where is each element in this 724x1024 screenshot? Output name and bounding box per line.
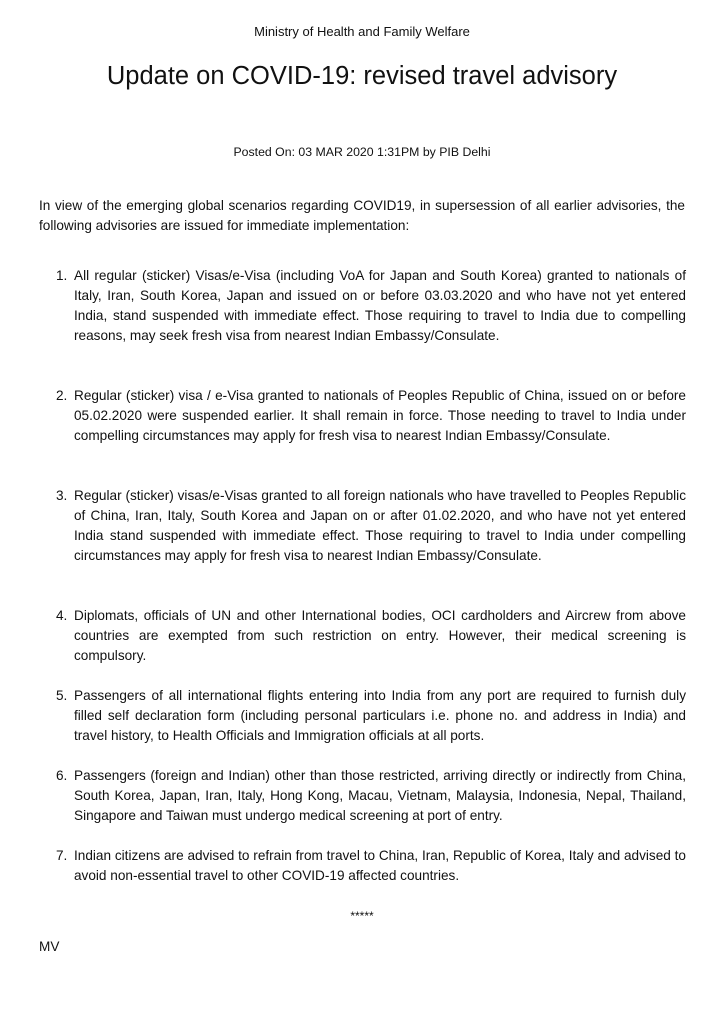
advisory-item-text: Diplomats, officials of UN and other International bodies, OCI cardholders and Aircrew from above countries are exempted from such restriction on entry. However, their medical screening is compulsory. [74, 608, 686, 663]
advisory-item-text: Passengers of all international flights entering into India from any port are required to furnish duly filled self declaration form (including personal particulars i.e. phone no. and address in India) and travel history, to Health Officials and Immigration officials at all ports. [74, 688, 686, 743]
intro-paragraph: In view of the emerging global scenarios regarding COVID19, in supersession of all earlier advisories, the following advisories are issued for immediate implementation: [39, 198, 685, 233]
advisory-item-text: Regular (sticker) visas/e-Visas granted to all foreign nationals who have travelled to Peoples Republic of China, Iran, Italy, South Korea and Japan on or after 01.02.2020, and who have not yet entered India stand suspended with immediate effect. Those requiring to travel to India under compelling circumstances may apply for fresh visa to nearest Indian Embassy/Consulate. [74, 488, 686, 563]
advisory-item-number: 3. [56, 488, 68, 503]
advisory-item-text: Passengers (foreign and Indian) other than those restricted, arriving directly or indirectly from China, South Korea, Japan, Iran, Italy, Hong Kong, Macau, Vietnam, Malaysia, Indonesia, Nepal, Thailand, Singapore and Taiwan must undergo medical screening at port of entry. [74, 768, 686, 823]
advisory-item-1 [56, 266, 686, 346]
advisory-item-number: 2. [56, 388, 68, 403]
advisory-item-6 [56, 766, 686, 826]
advisory-item-number: 5. [56, 688, 68, 703]
ministry-name: Ministry of Health and Family Welfare [254, 24, 470, 39]
end-stars-separator: ***** [350, 909, 374, 923]
posted-date-line: Posted On: 03 MAR 2020 1:31PM by PIB Delhi [233, 145, 491, 159]
advisory-item-7 [56, 846, 686, 886]
advisory-item-number: 7. [56, 848, 68, 863]
advisory-item-3 [56, 486, 686, 566]
advisory-item-4 [56, 606, 686, 666]
author-initials: MV [39, 939, 60, 954]
advisory-item-number: 6. [56, 768, 68, 783]
advisory-item-5 [56, 686, 686, 746]
page-title: Update on COVID-19: revised travel advisory [106, 62, 618, 90]
advisory-item-2 [56, 386, 686, 446]
advisory-item-text: Regular (sticker) visa / e-Visa granted to nationals of Peoples Republic of China, issued on or before 05.02.2020 were suspended earlier. It shall remain in force. Those needing to travel to India under compelling circumstances may apply for fresh visa to nearest Indian Embassy/Consulate. [74, 388, 686, 443]
advisory-item-number: 1. [56, 268, 68, 283]
advisory-item-number: 4. [56, 608, 68, 623]
advisory-item-text: Indian citizens are advised to refrain from travel to China, Iran, Republic of Korea, Italy and advised to avoid non-essential travel to other COVID-19 affected countries. [74, 848, 686, 883]
advisory-item-text: All regular (sticker) Visas/e-Visa (including VoA for Japan and South Korea) granted to nationals of Italy, Iran, South Korea, Japan and issued on or before 03.03.2020 and who have not yet entered India, stand suspended with immediate effect. Those requiring to travel to India due to compelling reasons, may seek fresh visa from nearest Indian Embassy/Consulate. [74, 268, 686, 343]
